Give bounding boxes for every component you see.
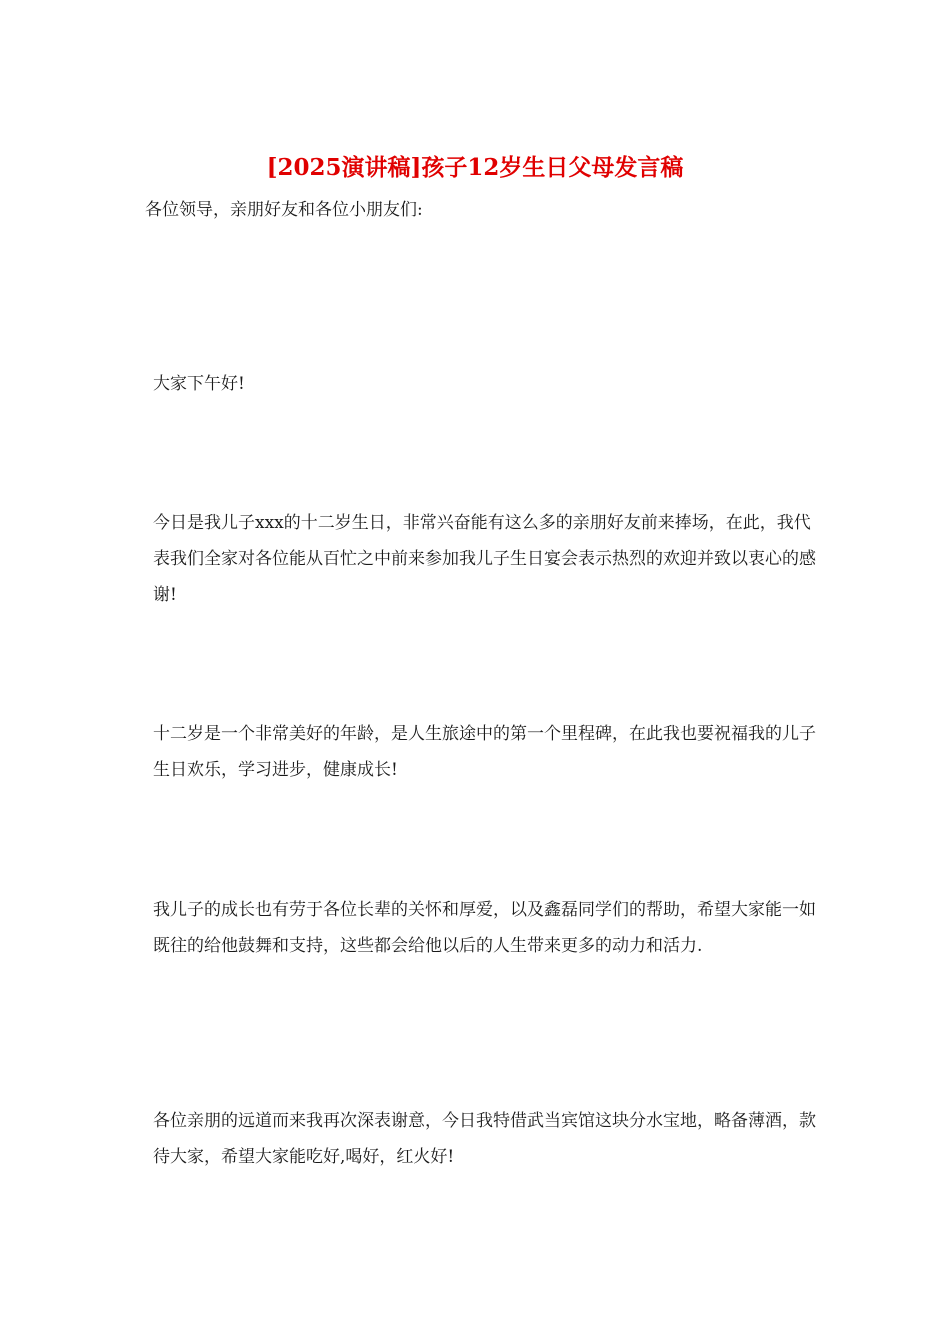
- paragraph-welcome: 今日是我儿子xxx的十二岁生日，非常兴奋能有这么多的亲朋好友前来捧场，在此，我代表我们全家对各位能从百忙之中前来参加我儿子生日宴会表示热烈的欢迎并致以衷心的感谢!: [153, 513, 816, 605]
- document-title: [2025演讲稿]孩子12岁生日父母发言稿: [266, 154, 684, 181]
- paragraph-milestone: 十二岁是一个非常美好的年龄，是人生旅途中的第一个里程碑，在此我也要祝福我的儿子生日欢乐，学习进步，健康成长!: [153, 724, 816, 780]
- paragraph-afternoon-greeting: 大家下午好!: [153, 374, 245, 394]
- paragraph-gratitude: 我儿子的成长也有劳于各位长辈的关怀和厚爱，以及鑫磊同学们的帮助，希望大家能一如既往的给他鼓舞和支持，这些都会给他以后的人生带来更多的动力和活力.: [153, 900, 816, 956]
- greeting-paragraph: 各位领导，亲朋好友和各位小朋友们:: [145, 200, 423, 220]
- paragraph-closing: 各位亲朋的远道而来我再次深表谢意，今日我特借武当宾馆这块分水宝地，略备薄酒，款待大家，希望大家能吃好,喝好，红火好!: [153, 1111, 816, 1167]
